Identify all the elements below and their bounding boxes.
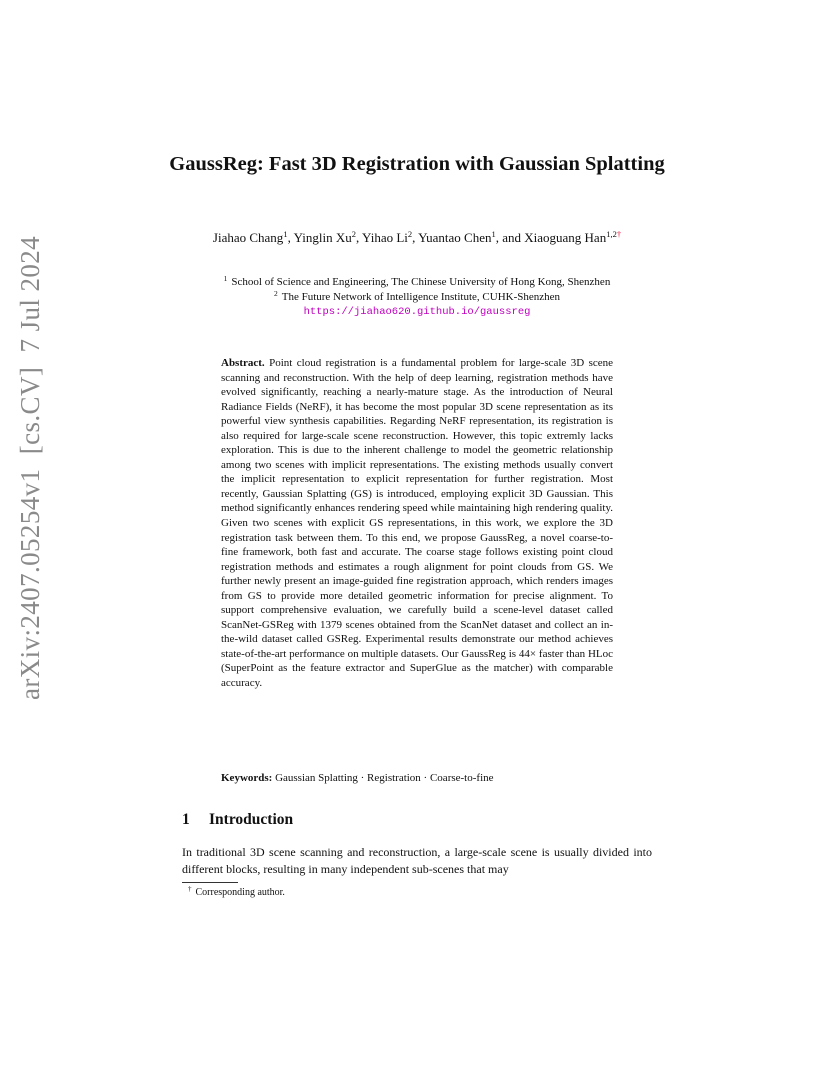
project-url-link[interactable]: https://jiahao620.github.io/gaussreg — [303, 306, 531, 318]
keywords-text: Gaussian Splatting · Registration · Coarse-to-fine — [275, 772, 494, 784]
keywords — [221, 771, 613, 785]
author-affiliation-mark: 1 — [491, 229, 496, 239]
author-name: Yuantao Chen — [418, 230, 492, 245]
footnote — [182, 886, 285, 899]
section-title: Introduction — [209, 811, 294, 828]
arxiv-identifier-stamp: arXiv:2407.05254v1 [cs.CV] 7 Jul 2024 — [15, 235, 45, 700]
author-affiliation-mark: 2 — [407, 229, 413, 239]
footnote-mark: † — [188, 885, 192, 893]
section-number: 1 — [182, 811, 190, 828]
affiliation-2: $^2$ The Future Network of Intelligence Institute, CUHK-Shenzhen — [273, 289, 561, 303]
introduction-paragraph: In traditional 3D scene scanning and reconstruction, a large-scale scene is usually divided into different blocks, resulting in many independent sub-scenes that may — [182, 845, 652, 876]
footnote-rule — [182, 882, 238, 883]
author-affiliation-mark: 1,2† — [606, 229, 622, 239]
abstract-label: Abstract. — [221, 357, 265, 369]
corresponding-author-dagger[interactable]: † — [616, 229, 622, 239]
paper-title: GaussReg: Fast 3D Registration with Gaussian Splatting — [169, 153, 665, 175]
author-name: Yinglin Xu — [293, 230, 352, 245]
author-name: Xiaoguang Han — [524, 230, 607, 245]
author-name: Yihao Li — [362, 230, 408, 245]
section-heading — [182, 811, 293, 829]
abstract — [221, 356, 613, 691]
abstract-text: Point cloud registration is a fundamental problem for large-scale 3D scene scanning and reconstruction. With the help of deep learning, registration methods have evolved significantly, reaching a nearly-mature stage. As the introduction of Neural Radiance Fields (NeRF), it has become the most popular 3D scene representation as its powerful view synthesis capabilities. Regarding NeRF representation, its registration is also required for large-scale scene reconstruction. However, this topic extremly lacks exploration. This is due to the inherent challenge to model the geometric relationship among two scenes with implicit representations. The existing methods usually convert the implicit representation to explicit representation for further registration. Most recently, Gaussian Splatting (GS) is introduced, employing explicit 3D Gaussian. This method significantly enhances rendering speed while maintaining high rendering quality. Given two scenes with explicit GS representations, in this work, we explore the 3D registration task between them. To this end, we propose GaussReg, a novel coarse-to-fine framework, both fast and accurate. The coarse stage follows existing point cloud registration methods and estimates a rough alignment for point clouds from GS. We further newly present an image-guided fine registration approach, which renders images from GS to provide more detailed geometric information for precise alignment. To support comprehensive evaluation, we carefully build a scene-level dataset called ScanNet-GSReg with 1379 scenes obtained from the ScanNet dataset and collect an in-the-wild dataset called GSReg. Experimental results demonstrate our method achieves state-of-the-art performance on multiple datasets. Our GaussReg is 44× faster than HLoc (SuperPoint as the feature extractor and SuperGlue as the matcher) with comparable accuracy. — [221, 357, 614, 690]
author-affiliation-mark: 1 — [283, 229, 288, 239]
keywords-label: Keywords: — [221, 772, 273, 784]
author-name: Jiahao Chang — [212, 230, 284, 245]
author-list: Jiahao Chang$^1$, Yinglin Xu$^2$, Yihao Li$^2$, Yuantao Chen$^1$, and Xiaoguang Han$^{1,2\dagger}$ — [212, 229, 622, 245]
footnote-text: Corresponding author. — [195, 887, 285, 898]
author-affiliation-mark: 2 — [351, 229, 356, 239]
affiliation-1: $^1$ School of Science and Engineering, The Chinese University of Hong Kong, Shenzhen — [223, 274, 611, 288]
